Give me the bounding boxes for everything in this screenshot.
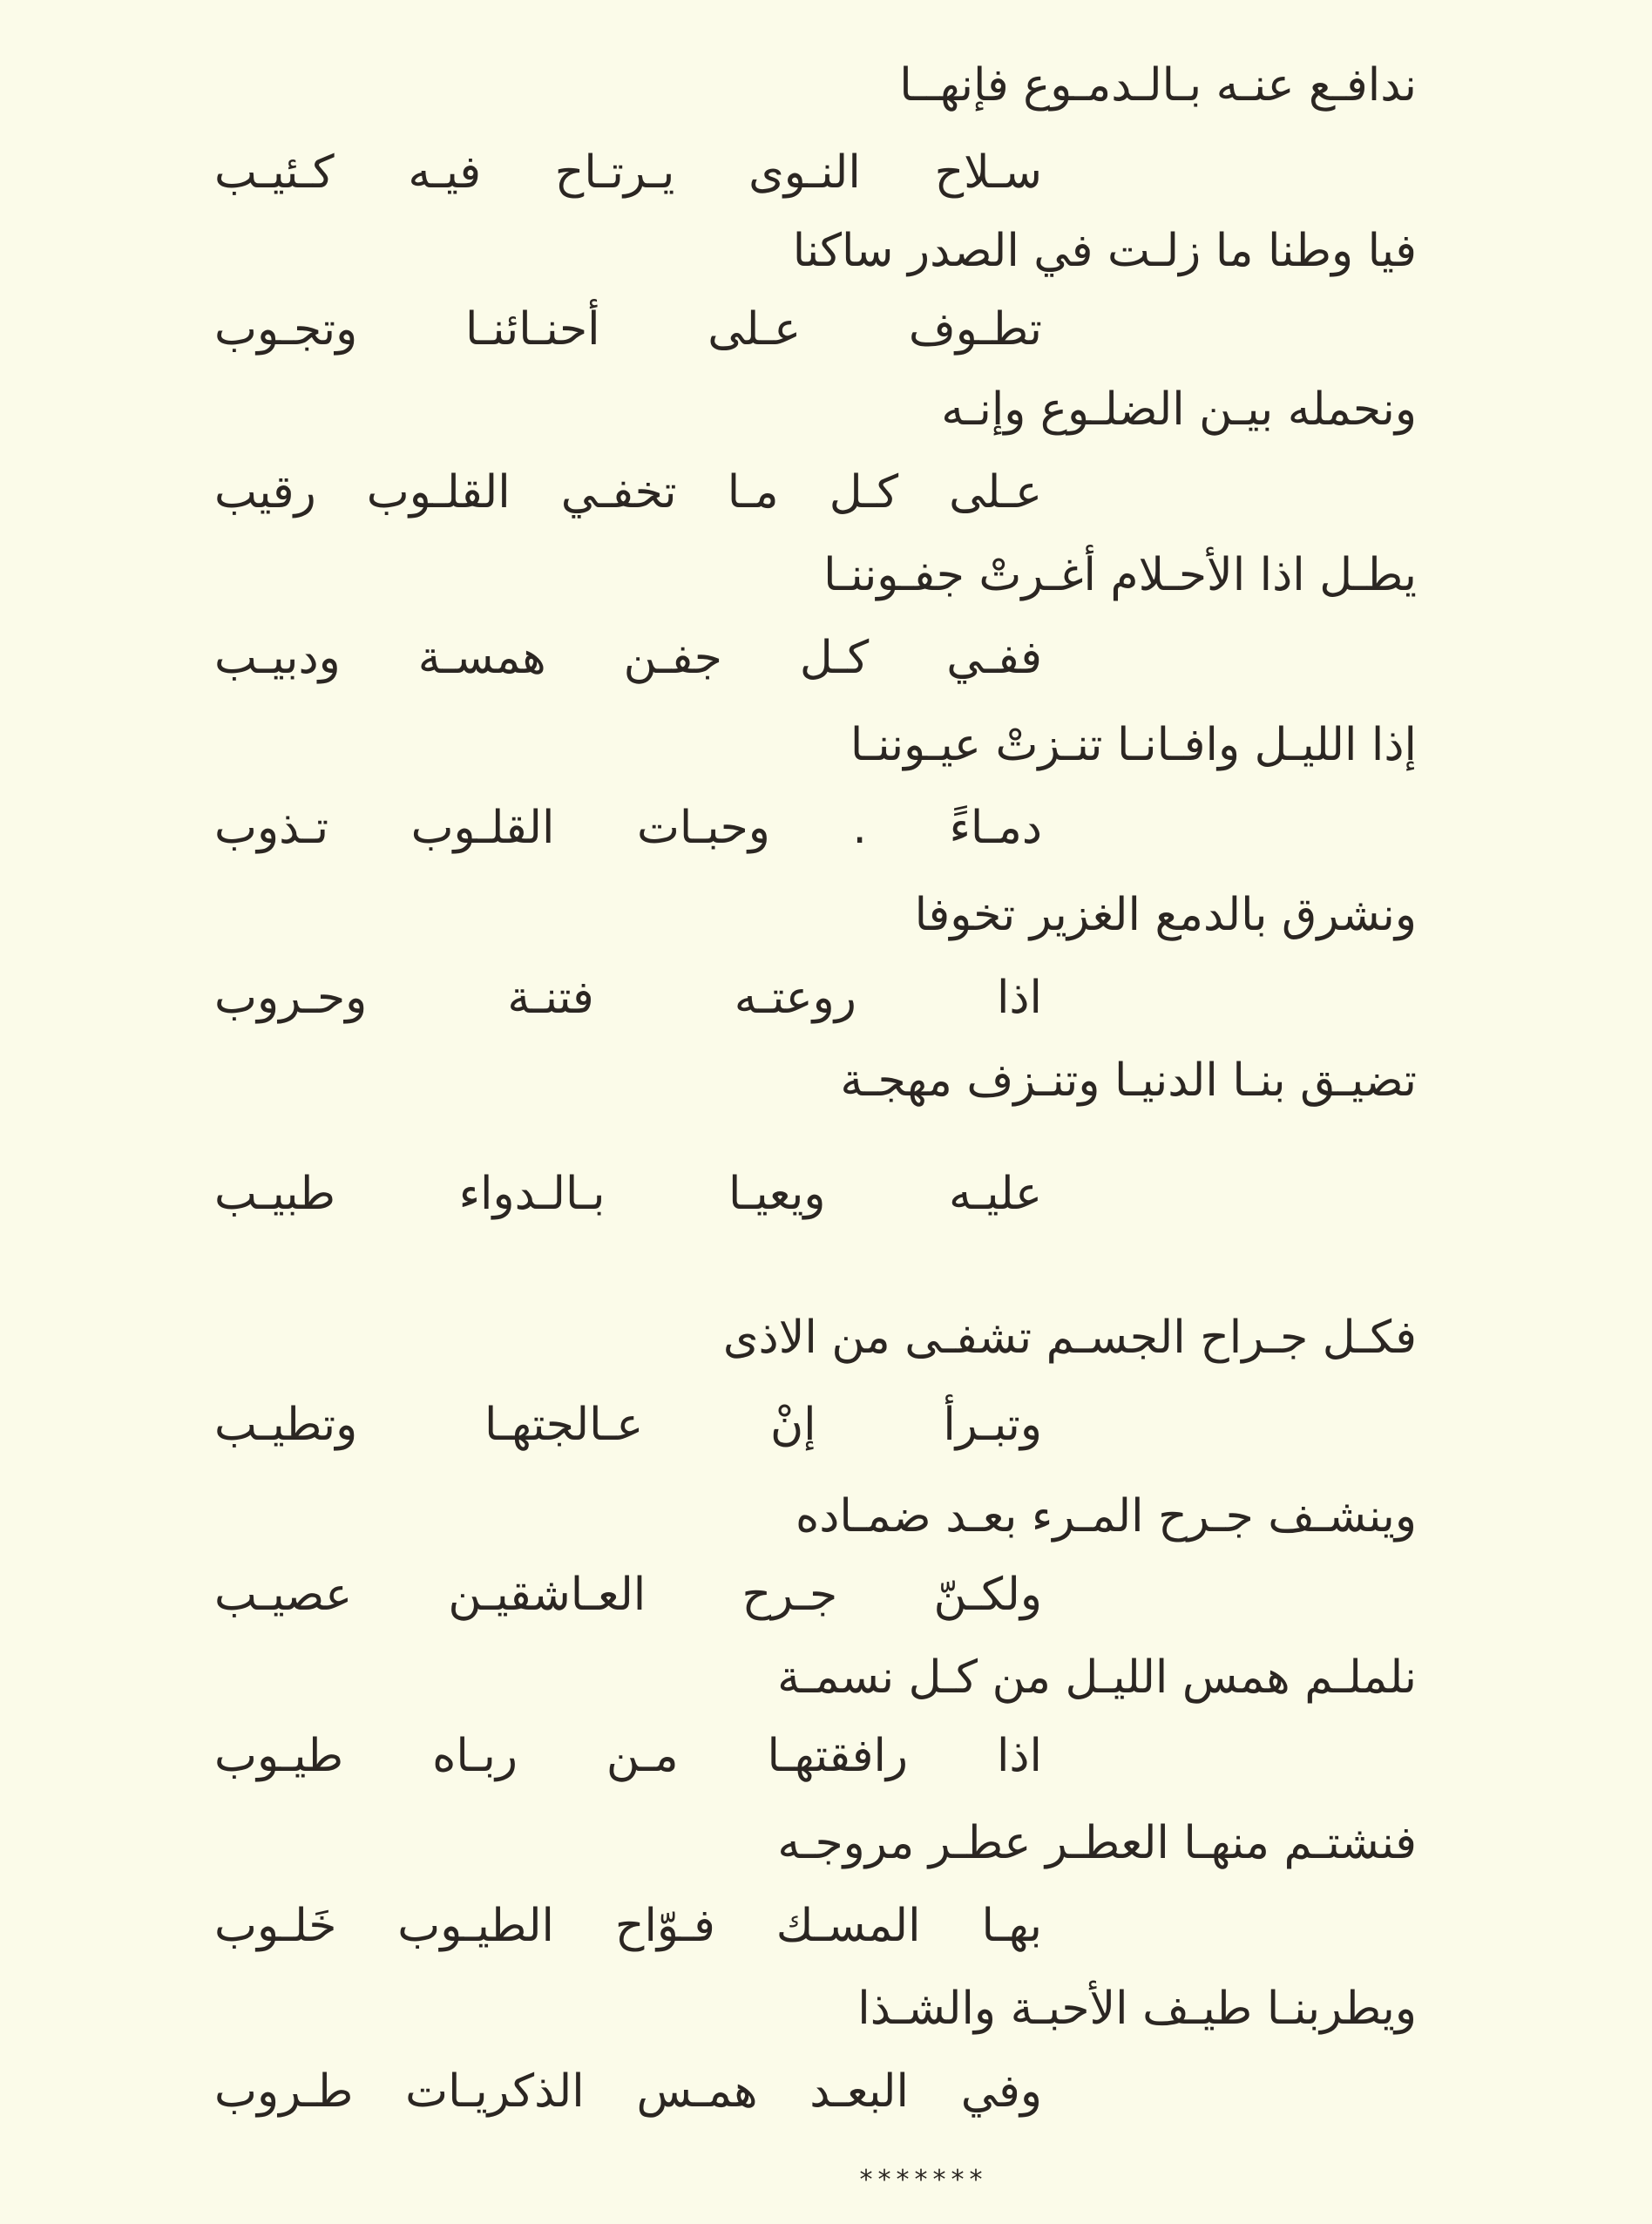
- poem-line: إذا الليـل وافـانـا تنـزتْ عيـوننـا: [850, 719, 1417, 771]
- poem-line: اذا رافقتهـا مـن ربـاه طيـوب: [214, 1730, 1042, 1782]
- poem-line: وتبـرأ إنْ عـالجتهـا وتطيـب: [214, 1399, 1042, 1451]
- poem-line: بهـا المسـك فـوّاح الطيـوب خَلـوب: [214, 1900, 1042, 1952]
- section-separator: *******: [859, 2165, 988, 2195]
- poem-line: ونشرق بالدمع الغزير تخوفا: [914, 889, 1417, 941]
- poem-line: نلملـم همس الليـل من كـل نسمـة: [777, 1651, 1417, 1704]
- poem-line: عـلى كـل مـا تخفـي القلـوب رقيب: [214, 466, 1042, 519]
- poem-line: ونحمله بيـن الضلـوع وإنـه: [941, 383, 1417, 436]
- poem-line: فكـل جـراح الجسـم تشفـى من الاذى: [722, 1312, 1417, 1364]
- poem-line: تضيـق بنـا الدنيـا وتنـزف مهجـة: [840, 1054, 1417, 1107]
- poem-line: سـلاح النـوى يـرتـاح فيـه كـئيـب: [214, 146, 1042, 199]
- poem-line: ولكـنّ جـرح العـاشقيـن عصيـب: [214, 1569, 1042, 1621]
- poem-line: اذا روعتـه فتنـة وحـروب: [214, 972, 1042, 1024]
- poem-line: وينشـف جـرح المـرء بعـد ضمـاده: [796, 1490, 1417, 1543]
- poem-line: وفي البعـد همـس الذكريـات طـروب: [214, 2065, 1042, 2118]
- poem-line: ففـي كـل جفـن همسـة ودبيـب: [214, 632, 1042, 684]
- poem-line: يطـل اذا الأحـلام أغـرتْ جفـوننـا: [823, 549, 1417, 601]
- poem-line: عليـه ويعيـا بـالـدواء طبيـب: [214, 1168, 1042, 1220]
- poem-line: ندافـع عنـه بـالـدمـوع فإنهــا: [899, 59, 1417, 112]
- poem-line: فيا وطنا ما زلـت في الصدر ساكنا: [792, 225, 1417, 277]
- poem-line: فنشتـم منهـا العطـر عطـر مروجـه: [777, 1817, 1417, 1869]
- poem-line: تطـوف عـلى أحنـائنـا وتجـوب: [214, 303, 1042, 356]
- poem-line: ويطربنـا طيـف الأحبـة والشـذا: [857, 1983, 1417, 2035]
- poem-line: دمـاءً . وحبـات القلـوب تـذوب: [214, 802, 1042, 854]
